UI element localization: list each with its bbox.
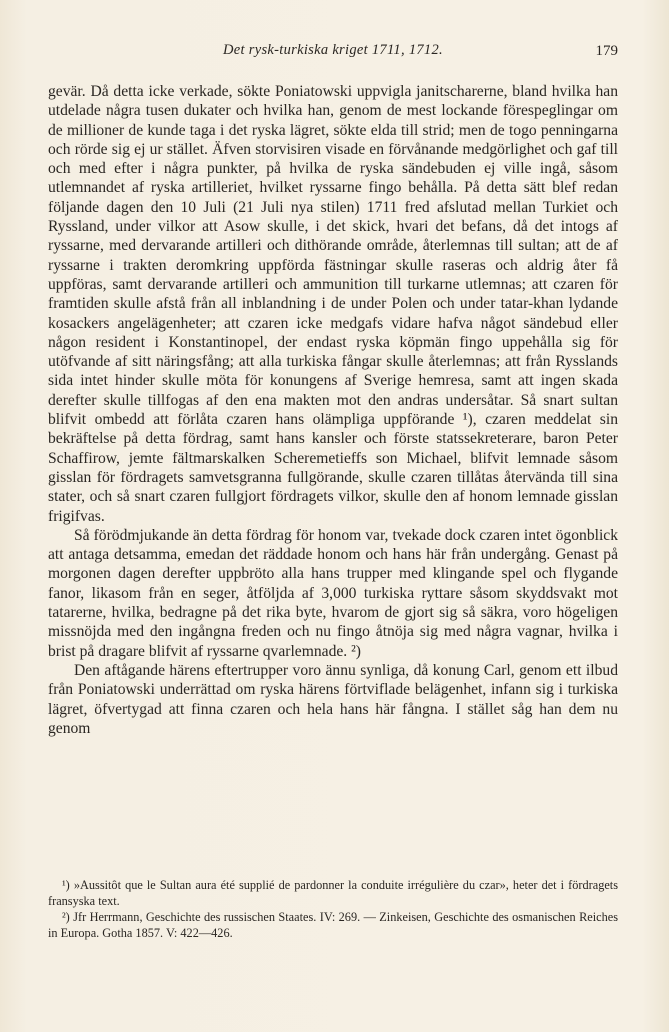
- paragraph-2: Så förödmjukande än detta fördrag för honom var, tvekade dock czaren intet ögonblick att antaga detsamma, emedan det räddade honom och hans här från undergång. Genast på morgonen dagen derefter uppbröto alla hans trupper med klingande spel och flygande fanor, likasom från en seger, åtföljda af 3,000 turkiska ryttare såsom skyddsvakt mot tatarerne, hvilka, bedragne på det rika byte, hvarom de gjort sig så säkra, voro högeligen missnöjda med den ingångna freden och nu fingo åtnöja sig med några vagnar, hvilka i brist på dragare blifvit af ryssarne qvarlemnade. ²): [48, 526, 618, 660]
- footnote-1: ¹) »Aussitôt que le Sultan aura été supplié de pardonner la conduite irrégulière du czar», heter det i fördragets fransyska text.: [48, 878, 618, 908]
- page-number: 179: [595, 43, 618, 59]
- paragraph-3: Den aftågande härens eftertrupper voro ännu synliga, då konung Carl, genom ett ilbud från Poniatowski underrättad om ryska härens förtviflade belägenhet, infann sig i turkiska lägret, öfvertygad att finna czaren och hela hans här fångna. I stället såg han dem nu genom: [48, 661, 618, 737]
- body-text: [48, 82, 618, 738]
- paragraph-1: gevär. Då detta icke verkade, sökte Poniatowski uppvigla janitscharerne, bland hvilka han utdelade några tusen dukater och hvilka han, genom de mest lockande förespeglingar om de millioner de kunde taga i det ryska lägret, sökte elda till strid; men de togo penningarna och rörde sig ej ur stället. Äfven storvisiren visade en förvånande medgörlighet och gaf till och med efter i några punkter, på hvilka de ryska sändebuden ej ville ingå, såsom utlemnandet af ryska artilleriet, hvilket ryssarne fingo behålla. På detta sätt blef redan följande dagen den 10 Juli (21 Juli nya stilen) 1711 fred afslutad mellan Turkiet och Ryssland, under vilkor att Asow skulle, i det skick, hvari det befans, då det intogs af ryssarne, med dervarande artilleri och dithörande område, återlemnas till sultan; att de af ryssarne i trakten deromkring uppförda fästningar skulle raseras och aldrig åter få uppföras, samt dervarande artilleri och ammunition till turkarne utlemnas; att czaren för framtiden skulle afstå från all inblandning i de under Polen och under tatar-khan lydande kosackers angelägenheter; att czaren icke medgafs vidare hafva något sändebud eller någon resident i Konstantinopel, der endast ryska köpmän fingo uppehålla sig för utöfvande af sitt näringsfång; att alla turkiska fångar skulle återlemnas; att från Rysslands sida intet hinder skulle möta för konungens af Sverige hemresa, samt att ingen skada derefter skulle tillfogas af den ena makten mot den andras undersåtar. Så snart sultan blifvit ombedd att förlåta czaren hans olämpliga uppförande ¹), czaren meddelat sin bekräftelse på detta fördrag, samt hans kansler och förste statssekreterare, baron Peter Schaffirow, jemte fältmarskalken Scheremetieffs son Michael, blifvit lemnade såsom gisslan för fördragets samvetsgranna fullgörande, skulle czaren tillåtas återvända till sina stater, och så snart czaren fullgjort fördragets vilkor, skulle den af honom lemnade gisslan frigifvas.: [48, 83, 618, 525]
- footnotes: [48, 877, 618, 941]
- running-title: Det rysk-turkiska kriget 1711, 1712.: [223, 42, 443, 58]
- page-header: [48, 42, 618, 66]
- footnote-2: ²) Jfr Herrmann, Geschichte des russischen Staates. IV: 269. — Zinkeisen, Geschichte des osmanischen Reiches in Europa. Gotha 1857. V: 422—426.: [48, 910, 618, 940]
